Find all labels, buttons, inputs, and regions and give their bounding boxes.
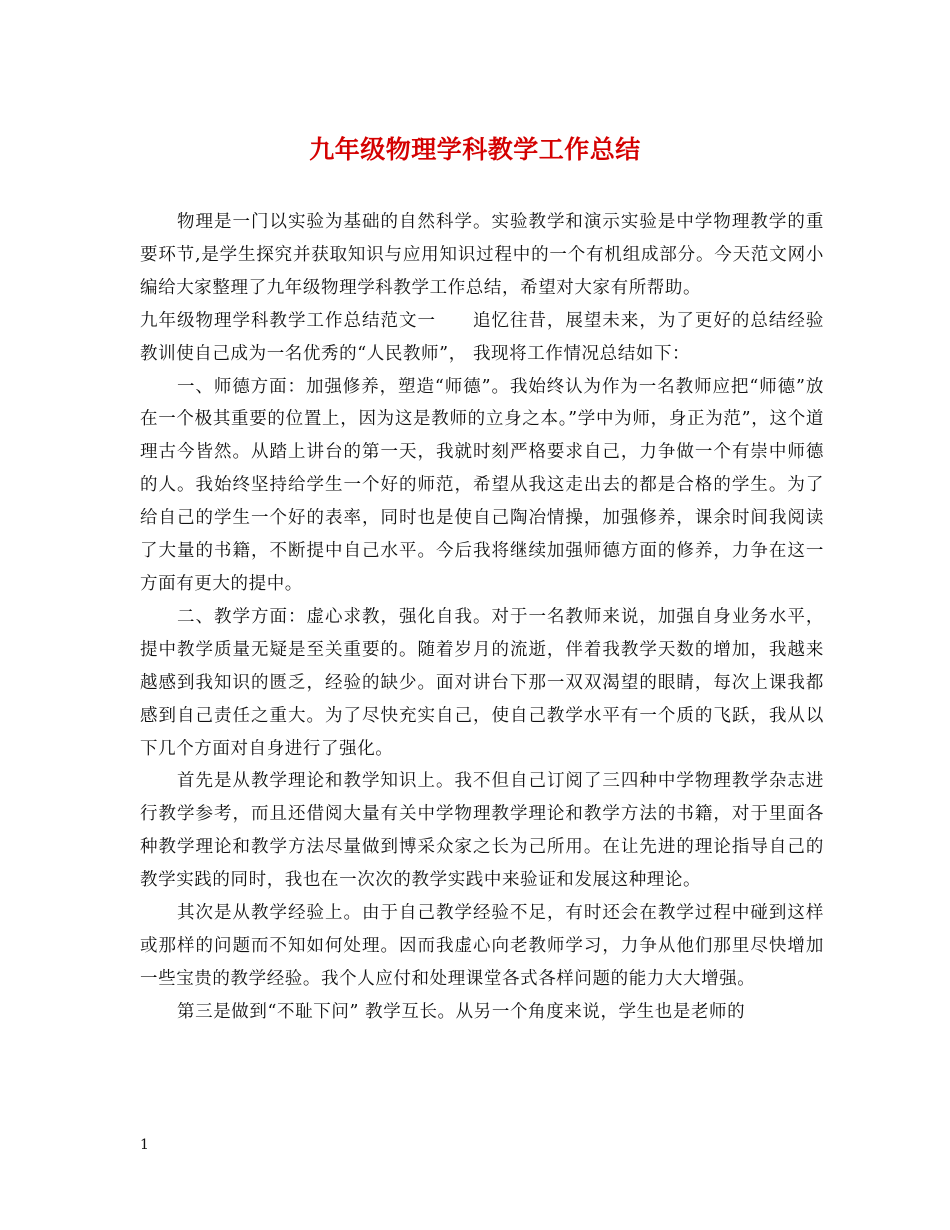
document-title: 九年级物理学科教学工作总结 [309,135,641,164]
paragraph-mutual-learning: 第三是做到“不耻下问” 教学互长。从另一个角度来说，学生也是老师的 [177,1001,746,1022]
paragraph-sample-heading: 九年级物理学科教学工作总结范文一 追忆往昔，展望未来，为了更好的总结经验教训使自己成为一名优秀的“人民教师”， 我现将工作情况总结如下： [140,310,824,364]
paragraph-intro: 物理是一门以实验为基础的自然科学。实验教学和演示实验是中学物理教学的重要环节,是学生探究并获取知识与应用知识过程中的一个有机组成部分。今天范文网小编给大家整理了九年级物理学科教学工作总结，希望对大家有所帮助。 [140,212,824,298]
page-number: 1 [140,1137,149,1153]
document-body [140,206,824,1029]
paragraph-theory: 首先是从教学理论和教学知识上。我不但自己订阅了三四种中学物理教学杂志进行教学参考，而且还借阅大量有关中学物理教学理论和教学方法的书籍，对于里面各种教学理论和教学方法尽量做到博采众家之长为己所用。在让先进的理论指导自己的教学实践的同时，我也在一次次的教学实践中来验证和发展这种理论。 [140,771,824,891]
paragraph-teaching: 二、教学方面：虚心求教，强化自我。对于一名教师来说，加强自身业务水平，提中教学质量无疑是至关重要的。随着岁月的流逝，伴着我教学天数的增加，我越来越感到我知识的匮乏，经验的缺少。面对讲台下那一双双渴望的眼睛，每次上课我都感到自己责任之重大。为了尽快充实自己，使自己教学水平有一个质的飞跃，我从以下几个方面对自身进行了强化。 [140,606,824,759]
paragraph-experience: 其次是从教学经验上。由于自己教学经验不足，有时还会在教学过程中碰到这样或那样的问题而不知如何处理。因而我虚心向老教师学习，力争从他们那里尽快增加一些宝贵的教学经验。我个人应付和处理课堂各式各样问题的能力大大增强。 [140,903,824,989]
paragraph-ethics: 一、师德方面：加强修养，塑造“师德”。我始终认为作为一名教师应把“师德”放在一个极其重要的位置上，因为这是教师的立身之本。”学中为师，身正为范”，这个道理古今皆然。从踏上讲台的第一天，我就时刻严格要求自己，力争做一个有崇中师德的人。我始终坚持给学生一个好的师范，希望从我这走出去的都是合格的学生。为了给自己的学生一个好的表率，同时也是使自己陶冶情操，加强修养，课余时间我阅读了大量的书籍，不断提中自己水平。今后我将继续加强师德方面的修养，力争在这一方面有更大的提中。 [140,376,824,594]
